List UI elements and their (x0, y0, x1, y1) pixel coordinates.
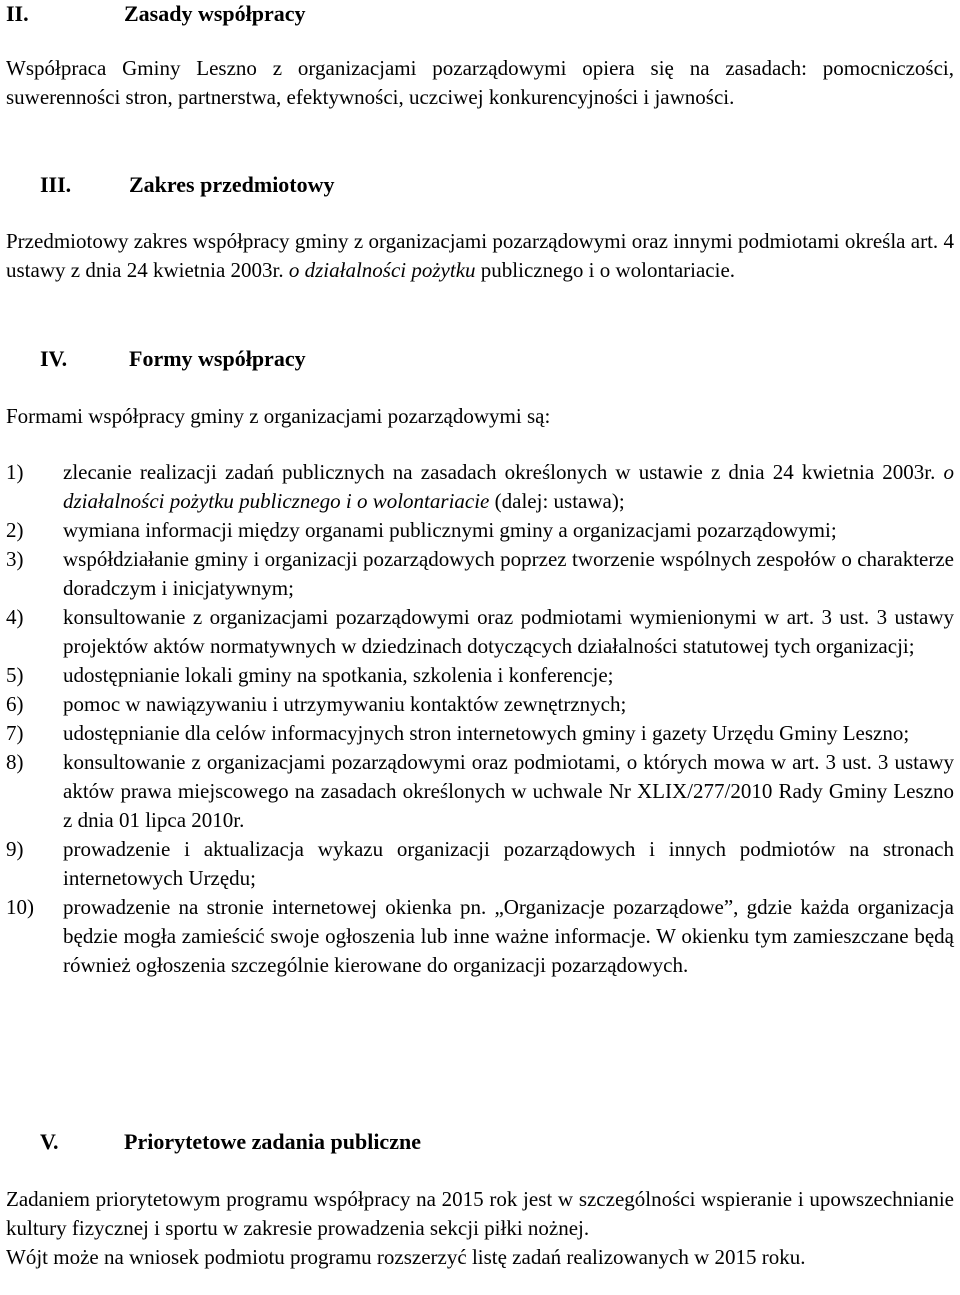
list-item (6, 748, 954, 835)
section-title: Priorytetowe zadania publiczne (124, 1129, 421, 1154)
section-number: II. (6, 1, 29, 26)
list-item-number: 5) (6, 663, 24, 687)
list-item (6, 661, 954, 690)
list-item-text: wymiana informacji między organami publicznymi gminy a organizacjami pozarządowymi; (63, 518, 837, 542)
section-iii-heading (40, 171, 335, 199)
list-item-number: 9) (6, 837, 24, 861)
section-number: IV. (40, 346, 68, 371)
list-item-number: 6) (6, 692, 24, 716)
section-number: III. (40, 172, 72, 197)
list-item-text: udostępnianie lokali gminy na spotkania, szkolenia i konferencje; (63, 663, 614, 687)
section-iv-heading (40, 345, 306, 373)
section-ii-heading (6, 0, 306, 28)
section-title: Zakres przedmiotowy (129, 172, 335, 197)
section-number: V. (40, 1129, 59, 1154)
list-item-number: 10) (6, 895, 34, 919)
list-item (6, 545, 954, 603)
list-item (6, 719, 954, 748)
list-item (6, 516, 954, 545)
list-item (6, 690, 954, 719)
section-title: Formy współpracy (129, 346, 306, 371)
list-item-text: współdziałanie gminy i organizacji pozarządowych poprzez tworzenie wspólnych zespołów o charakterze doradczym i inicjatywnym; (63, 547, 954, 600)
list-item-text: konsultowanie z organizacjami pozarządowymi oraz podmiotami wymienionymi w art. 3 ust. 3 ustawy projektów aktów normatywnych w dziedzinach dotyczących działalności statutowej tych organizacji; (63, 605, 954, 658)
list-item-text: prowadzenie i aktualizacja wykazu organizacji pozarządowych i innych podmiotów na stronach internetowych Urzędu; (63, 837, 954, 890)
section-title: Zasady współpracy (124, 1, 306, 26)
section-iii-text (6, 227, 954, 285)
list-item-number: 7) (6, 721, 24, 745)
text-run: Przedmiotowy zakres współpracy gminy z organizacjami pozarządowymi oraz innymi podmiotami określa art. 4 ustawy z dnia 24 kwietnia 2003r. (6, 229, 954, 282)
list-item-number: 3) (6, 547, 24, 571)
text-run: zlecanie realizacji zadań publicznych na zasadach określonych w ustawie z dnia 24 kwietnia 2003r. (63, 460, 944, 484)
list-item-text: konsultowanie z organizacjami pozarządowymi oraz podmiotami, o których mowa w art. 3 ust. 3 ustawy aktów prawa miejscowego na zasadach określonych w uchwale Nr XLIX/277/2010 Rady Gminy Leszno z dnia 01 lipca 2010r. (63, 750, 954, 832)
text-run: publicznego i o wolontariacie. (475, 258, 736, 282)
section-v-heading (40, 1128, 421, 1156)
list-item-text: udostępnianie dla celów informacyjnych stron internetowych gminy i gazety Urzędu Gminy Leszno; (63, 721, 910, 745)
section-ii-text: Współpraca Gminy Leszno z organizacjami pozarządowymi opiera się na zasadach: pomocniczości, suwerenności stron, partnerstwa, efektywności, uczciwej konkurencyjności i jawności. (6, 56, 954, 109)
section-v-text: Zadaniem priorytetowym programu współpracy na 2015 rok jest w szczególności wspieranie i upowszechnianie kultury fizycznej i sportu w zakresie prowadzenia sekcji piłki nożnej. (6, 1187, 954, 1240)
text-run: (dalej: ustawa); (489, 489, 625, 513)
section-v-text-2: Wójt może na wniosek podmiotu programu rozszerzyć listę zadań realizowanych w 2015 roku. (6, 1245, 806, 1269)
section-iv-intro: Formami współpracy gminy z organizacjami pozarządowymi są: (6, 404, 551, 428)
list-item (6, 835, 954, 893)
list-item (6, 458, 954, 516)
list-item (6, 893, 954, 980)
list-item (6, 603, 954, 661)
list-item-text: prowadzenie na stronie internetowej okienka pn. „Organizacje pozarządowe”, gdzie każda organizacja będzie mogła zamieścić swoje ogłoszenia lub inne ważne informacje. W okienku tym zamieszczane będą również ogłoszenia szczególnie kierowane do organizacji pozarządowych. (63, 895, 954, 977)
text-run-italic: o działalności pożytku (288, 258, 476, 282)
list-item-number: 4) (6, 605, 24, 629)
list-item-number: 8) (6, 750, 24, 774)
forms-list (6, 458, 954, 980)
list-item-text: pomoc w nawiązywaniu i utrzymywaniu kontaktów zewnętrznych; (63, 692, 627, 716)
list-item-number: 1) (6, 460, 24, 484)
list-item-number: 2) (6, 518, 24, 542)
text-run-italic: o działalności pożytku publicznego i o wolontariacie (63, 460, 954, 513)
